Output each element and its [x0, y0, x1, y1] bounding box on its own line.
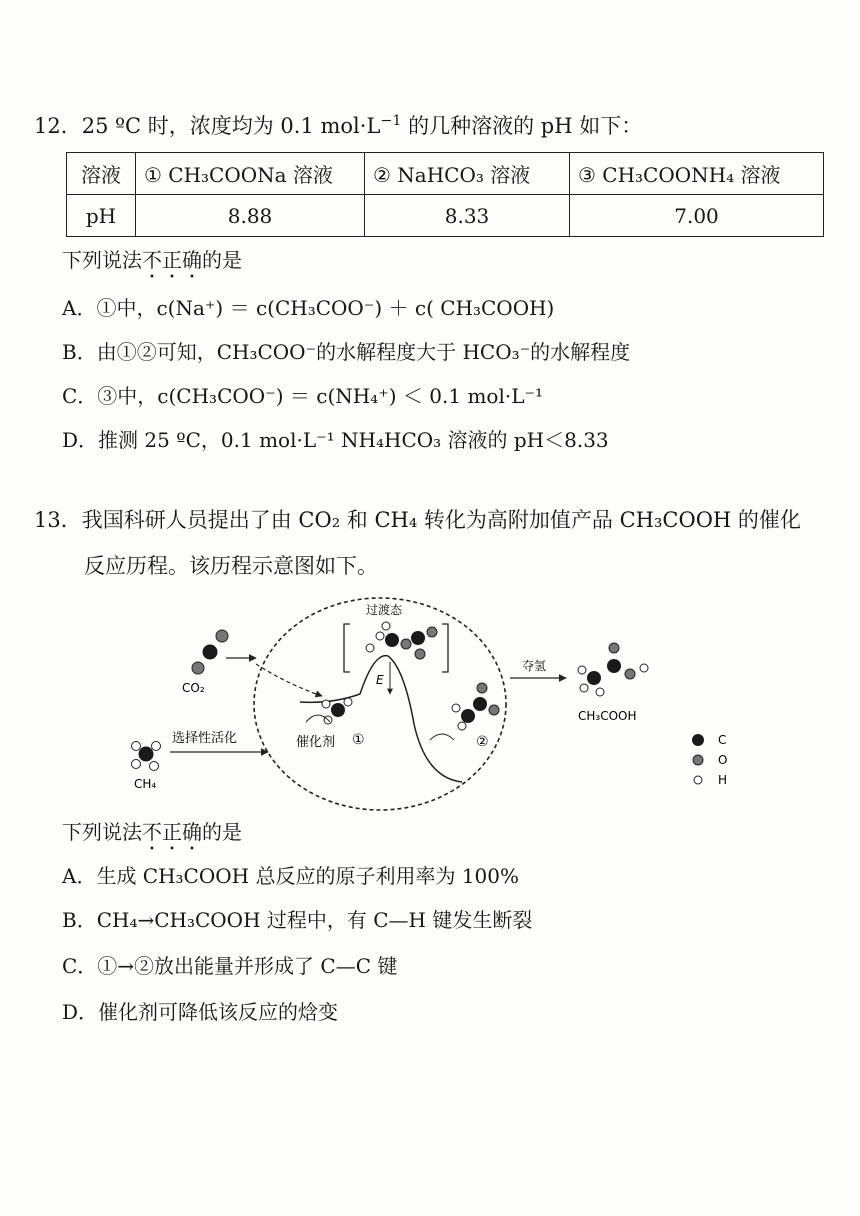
- q13-prompt-post: 的是: [202, 820, 242, 844]
- q12-stem-sup: −1: [380, 113, 402, 130]
- table-row: [67, 195, 824, 237]
- table-head-label: 溶液: [67, 153, 136, 195]
- q12-prompt-emph: 不正确: [142, 248, 202, 272]
- q13-stem-1: 我国科研人员提出了由 CO₂ 和 CH₄ 转化为高附加值产品 CH₃COOH 的催化: [81, 508, 801, 532]
- q12-option-d: D．推测 25 ºC，0.1 mol·L⁻¹ NH₄HCO₃ 溶液的 pH＜8.33: [62, 428, 609, 452]
- q13-option-b: B．CH₄→CH₃COOH 过程中，有 C—H 键发生断裂: [62, 908, 533, 932]
- table-ph-2: 8.33: [365, 195, 570, 237]
- q12-option-b: B．由①②可知，CH₃COO⁻的水解程度大于 HCO₃⁻的水解程度: [62, 340, 631, 364]
- q13-option-a: A．生成 CH₃COOH 总反应的原子利用率为 100%: [62, 864, 519, 888]
- q12-option-a: A．①中，c(Na⁺) ＝ c(CH₃COO⁻) ＋ c( CH₃COOH): [62, 296, 555, 320]
- table-col-1: ① CH₃COONa 溶液: [136, 153, 365, 195]
- q13-option-d: D．催化剂可降低该反应的焓变: [62, 1000, 339, 1024]
- q12-number: 12．: [34, 114, 82, 138]
- catalyst-label: 催化剂: [296, 735, 336, 750]
- product-label: CH₃COOH: [578, 709, 637, 723]
- co2-label: CO₂: [182, 681, 205, 695]
- q12-stem-text: 25 ºC 时，浓度均为 0.1 mol·L: [81, 114, 381, 138]
- ch4-molecule-icon: [132, 742, 161, 771]
- transition-state-label: 过渡态: [366, 603, 403, 617]
- reaction-boundary: [254, 598, 506, 810]
- table-ph-3: 7.00: [570, 195, 824, 237]
- table-ph-1: 8.88: [136, 195, 365, 237]
- q12-option-c: C．③中，c(CH₃COO⁻) ＝ c(NH₄⁺) ＜ 0.1 mol·L⁻¹: [62, 384, 544, 408]
- co2-molecule-icon: [192, 630, 228, 674]
- legend-h: H: [718, 773, 728, 787]
- reaction-diagram: [122, 592, 742, 812]
- q13-stem-line-2: 反应历程。该历程示意图如下。: [84, 554, 378, 578]
- q13-prompt-pre: 下列说法: [62, 820, 142, 844]
- table-col-3: ③ CH₃COONH₄ 溶液: [570, 153, 824, 195]
- table-row-label: pH: [67, 195, 136, 237]
- q12-stem: [34, 112, 642, 141]
- q13-prompt-emph: 不正确: [142, 820, 202, 844]
- q12-prompt-post: 的是: [202, 248, 242, 272]
- q13-prompt: [62, 816, 242, 855]
- ch4-label: CH₄: [134, 777, 157, 791]
- energy-label: E: [376, 673, 384, 687]
- q13-stem-line-1: [34, 506, 801, 535]
- q12-prompt: [62, 244, 242, 283]
- step-1-label: ①: [352, 732, 365, 748]
- q13-option-c: C．①→②放出能量并形成了 C—C 键: [62, 954, 398, 978]
- table-row: [67, 153, 824, 195]
- legend: [692, 733, 727, 787]
- legend-o: O: [718, 753, 728, 767]
- select-activation-label: 选择性活化: [172, 731, 238, 746]
- state-2-molecule-icon: [430, 683, 499, 740]
- ch3cooh-molecule-icon: [578, 643, 648, 696]
- legend-c: C: [718, 733, 727, 747]
- q12-stem-end: 的几种溶液的 pH 如下：: [401, 114, 643, 138]
- step-2-label: ②: [476, 734, 489, 750]
- ph-table: [66, 152, 824, 237]
- q13-number: 13．: [34, 508, 82, 532]
- dehydrogen-label: 夺氢: [522, 659, 547, 673]
- table-col-2: ② NaHCO₃ 溶液: [365, 153, 570, 195]
- transition-state-molecule-icon: [366, 622, 437, 659]
- q12-prompt-pre: 下列说法: [62, 248, 142, 272]
